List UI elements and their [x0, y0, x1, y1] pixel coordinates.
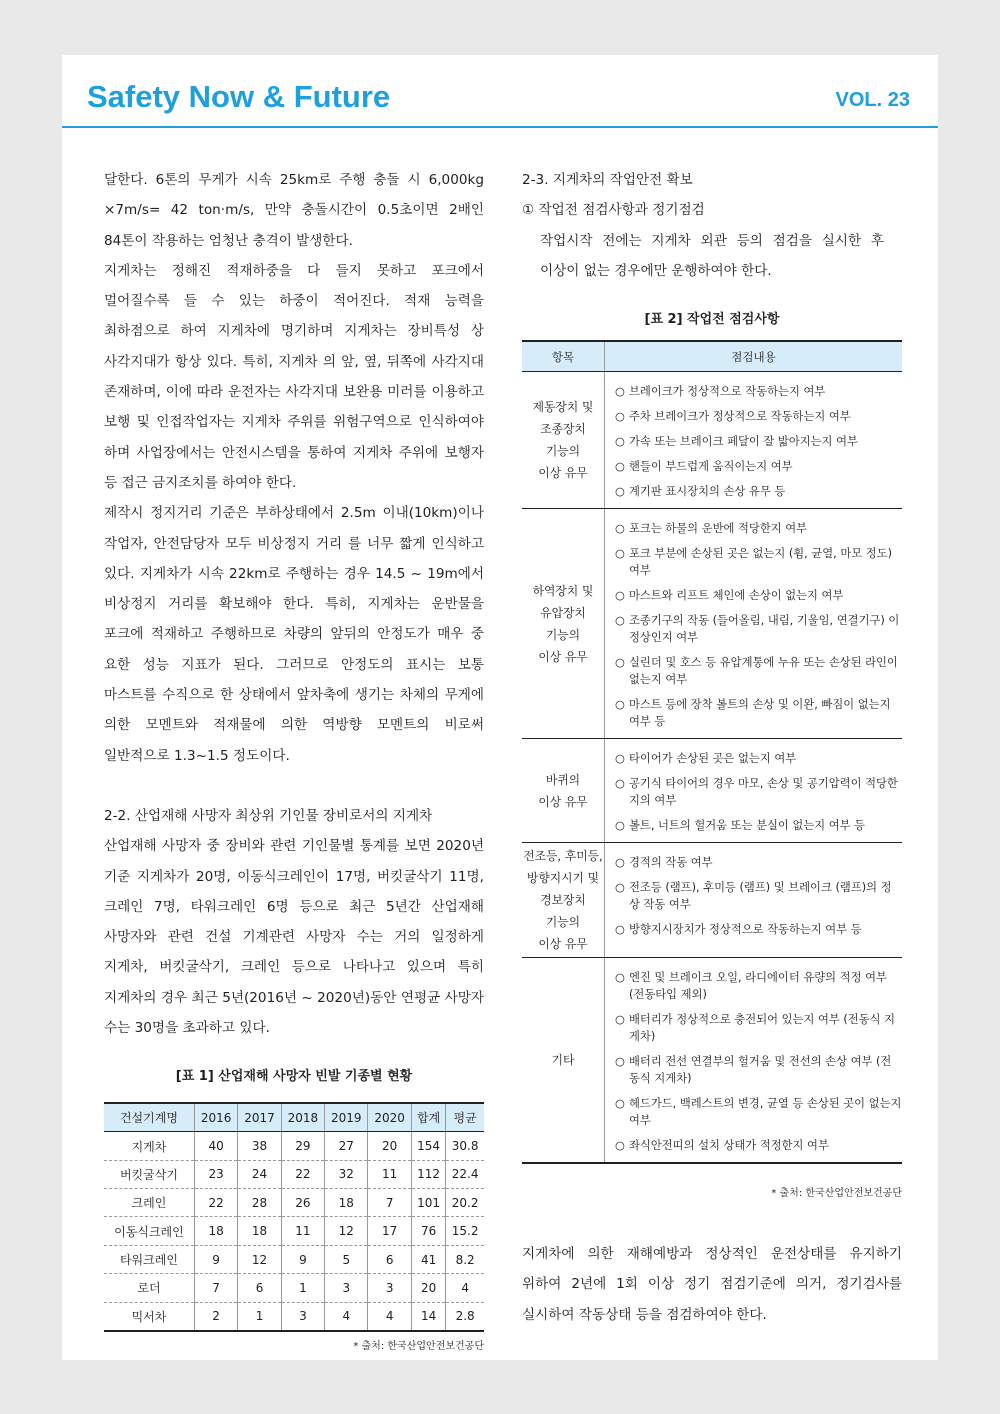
table-cell: 2.8: [446, 1302, 484, 1331]
table1-source: * 출처: 한국산업안전보건공단: [353, 1341, 484, 1353]
table-cell: 41: [411, 1245, 445, 1273]
page: [62, 55, 938, 1360]
inspection-table: [522, 340, 902, 1164]
table-cell: 18: [325, 1189, 368, 1217]
check-item-text: 헤드가드, 백레스트의 변경, 균열 등 손상된 곳이 없는지 여부: [629, 1097, 902, 1128]
table-cell: 20: [411, 1274, 445, 1302]
table-cell: 이동식크레인: [104, 1217, 194, 1245]
circle-bullet-icon: ○: [615, 547, 625, 561]
items-cell: [605, 843, 903, 958]
category-label: 제동장치 및: [532, 400, 594, 415]
items-cell: [605, 958, 903, 1164]
table-cell: 3: [325, 1274, 368, 1302]
table-cell: 112: [411, 1160, 445, 1188]
table-cell: 22: [281, 1160, 324, 1188]
circle-bullet-icon: ○: [615, 819, 625, 833]
table-cell: 12: [325, 1217, 368, 1245]
table-cell: 3: [368, 1274, 411, 1302]
category-cell: [522, 739, 605, 843]
table-cell: 28: [238, 1189, 281, 1217]
items-cell: [605, 372, 903, 509]
magazine-title: Safety Now & Future: [87, 79, 391, 114]
table-header-row: [522, 341, 902, 372]
table-cell: 4: [368, 1302, 411, 1331]
right-column: [522, 165, 902, 1330]
check-item: [615, 1095, 902, 1129]
fatality-table: [104, 1102, 484, 1332]
table-row: [104, 1274, 484, 1302]
volume-label: VOL. 23: [835, 89, 910, 111]
table-header-row: [104, 1103, 484, 1132]
check-item: [615, 879, 902, 913]
table-cell: 5: [325, 1245, 368, 1273]
check-item-text: 타이어가 손상된 곳은 없는지 여부: [629, 752, 797, 766]
table-row: [522, 958, 902, 1164]
table-header-cell: 항목: [522, 341, 605, 372]
table-row: [104, 1160, 484, 1188]
table-cell: 11: [281, 1217, 324, 1245]
table-cell: 타워크레인: [104, 1245, 194, 1273]
circle-bullet-icon: ○: [615, 589, 625, 603]
table-header-cell: 2018: [281, 1103, 324, 1132]
table-row: [104, 1302, 484, 1331]
table-cell: 7: [194, 1274, 237, 1302]
table-cell: 4: [446, 1274, 484, 1302]
circle-bullet-icon: ○: [615, 1013, 625, 1027]
table-header-cell: 합계: [411, 1103, 445, 1132]
category-cell: [522, 843, 605, 958]
table1-caption: [표 1] 산업재해 사망자 빈발 기종별 현황: [175, 1069, 413, 1085]
table-cell: 1: [281, 1274, 324, 1302]
check-item-text: 실린더 및 호스 등 유압계통에 누유 또는 손상된 라인이 없는지 여부: [629, 656, 898, 687]
table-header-cell: 2019: [325, 1103, 368, 1132]
items-cell: [605, 739, 903, 843]
circle-bullet-icon: ○: [615, 614, 625, 628]
check-item-text: 전조등 (램프), 후미등 (램프) 및 브레이크 (램프)의 정상 작동 여부: [629, 881, 892, 912]
table-cell: 17: [368, 1217, 411, 1245]
table-row: [104, 1217, 484, 1245]
table-cell: 2: [194, 1302, 237, 1331]
check-item-text: 포크 부분에 손상된 곳은 없는지 (휨, 균열, 마모 정도) 여부: [629, 547, 892, 578]
check-item: [615, 1011, 902, 1045]
check-item: [615, 483, 902, 500]
circle-bullet-icon: ○: [615, 881, 625, 895]
table-cell: 18: [194, 1217, 237, 1245]
table-cell: 로더: [104, 1274, 194, 1302]
table-cell: 22.4: [446, 1160, 484, 1188]
check-item: [615, 969, 902, 1003]
table-header-cell: 2017: [238, 1103, 281, 1132]
circle-bullet-icon: ○: [615, 410, 625, 424]
category-label: 이상 유무: [538, 466, 588, 481]
category-label: 방향지시기 및: [526, 871, 600, 886]
check-item: [615, 520, 902, 537]
category-label: 조종장치: [540, 422, 586, 437]
check-item: [615, 775, 902, 809]
table2-caption: [표 2] 작업전 점검사항: [644, 312, 780, 328]
table-cell: 12: [238, 1245, 281, 1273]
circle-bullet-icon: ○: [615, 923, 625, 937]
circle-bullet-icon: ○: [615, 698, 625, 712]
check-item-text: 마스트와 리프트 체인에 손상이 없는지 여부: [629, 589, 844, 603]
table-cell: 24: [238, 1160, 281, 1188]
table-cell: 20.2: [446, 1189, 484, 1217]
check-item: [615, 750, 902, 767]
check-item-text: 포크는 하물의 운반에 적당한지 여부: [629, 522, 808, 536]
table-cell: 30.8: [446, 1132, 484, 1160]
check-item: [615, 587, 902, 604]
circle-bullet-icon: ○: [615, 1139, 625, 1153]
table-row: [522, 372, 902, 509]
header-rule: [62, 126, 938, 128]
category-label: 기능의: [545, 627, 581, 642]
items-cell: [605, 509, 903, 739]
check-item-text: 브레이크가 정상적으로 작동하는지 여부: [629, 385, 826, 399]
circle-bullet-icon: ○: [615, 656, 625, 670]
table-cell: 4: [325, 1302, 368, 1331]
category-label: 기타: [551, 1053, 575, 1068]
table-cell: 38: [238, 1132, 281, 1160]
table-cell: 101: [411, 1189, 445, 1217]
table-cell: 9: [194, 1245, 237, 1273]
table-header-cell: 점검내용: [605, 341, 903, 372]
table-cell: 18: [238, 1217, 281, 1245]
table-cell: 40: [194, 1132, 237, 1160]
table-header-cell: 건설기계명: [104, 1103, 194, 1132]
table-row: [522, 739, 902, 843]
table-header-cell: 2016: [194, 1103, 237, 1132]
category-label: 하역장치 및: [532, 583, 594, 598]
section-heading: 2-2. 산업재해 사망자 최상위 기인물 장비로서의 지게차: [104, 807, 433, 824]
table-row: [104, 1189, 484, 1217]
category-label: 기능의: [545, 444, 581, 459]
category-label: 바퀴의: [545, 772, 581, 787]
table-cell: 20: [368, 1132, 411, 1160]
check-item-text: 핸들이 부드럽게 움직이는지 여부: [629, 460, 793, 474]
circle-bullet-icon: ○: [615, 385, 625, 399]
table-cell: 27: [325, 1132, 368, 1160]
category-label: 기능의: [545, 915, 581, 930]
circle-bullet-icon: ○: [615, 777, 625, 791]
closing-paragraph: 지게차에 의한 재해예방과 정상적인 운전상태를 유지하기 위하여 2년에 1회 이상 정기 점검기준에 의거, 정기검사를 실시하여 작동상태 등을 점검하여야 한다.: [522, 1246, 902, 1323]
table-header-cell: 평균: [446, 1103, 484, 1132]
check-item: [615, 854, 902, 871]
check-item: [615, 612, 902, 646]
check-item-text: 배터리 전선 연결부의 헐거움 및 전선의 손상 여부 (전동식 지게차): [629, 1055, 892, 1086]
table-row: [522, 843, 902, 958]
category-label: 이상 유무: [538, 649, 588, 664]
table-cell: 14: [411, 1302, 445, 1331]
check-item-text: 배터리가 정상적으로 충전되어 있는지 여부 (전동식 지게차): [629, 1013, 896, 1044]
circle-bullet-icon: ○: [615, 856, 625, 870]
check-item-text: 경적의 작동 여부: [629, 856, 713, 870]
table-row: [104, 1132, 484, 1160]
table-cell: 23: [194, 1160, 237, 1188]
table-cell: 지게차: [104, 1132, 194, 1160]
table-cell: 3: [281, 1302, 324, 1331]
table-cell: 29: [281, 1132, 324, 1160]
check-item: [615, 1137, 902, 1154]
circle-bullet-icon: ○: [615, 752, 625, 766]
check-item: [615, 545, 902, 579]
table-cell: 7: [368, 1189, 411, 1217]
table-cell: 9: [281, 1245, 324, 1273]
check-item-text: 엔진 및 브레이크 오일, 라디에이터 유량의 적정 여부 (전동타입 제외): [629, 971, 887, 1002]
check-item: [615, 696, 902, 730]
check-item: [615, 1053, 902, 1087]
body-paragraph: 지게차는 정해진 적재하중을 다 들지 못하고 포크에서 멀어질수록 들 수 있는 하중이 적어진다. 적재 능력을 최하점으로 하여 지게차에 명기하며 지게차는 장비특성 상 사각지대가 항상 있다. 특히, 지게차 의 앞, 옆, 뒤쪽에 사각지대 존재하며, 이에 따라 운전자는 사각지대 보완용 미러를 이용하고 보행 및 인접작업자는 지게차 주위를 위험구역으로 인식하여야 하며 사업장에서는 안전시스템을 통하여 지게차 주위에 보행자 등 접근 금지조치를 하여야 한다.: [104, 262, 484, 491]
check-item-text: 계기판 표시장치의 손상 유무 등: [629, 485, 786, 499]
check-item-text: 볼트, 너트의 헐거움 또는 분실이 없는지 여부 등: [629, 819, 866, 833]
check-item: [615, 921, 902, 938]
table-row: [104, 1245, 484, 1273]
table-cell: 76: [411, 1217, 445, 1245]
check-item: [615, 408, 902, 425]
table-cell: 26: [281, 1189, 324, 1217]
check-item: [615, 817, 902, 834]
table-cell: 11: [368, 1160, 411, 1188]
check-item: [615, 654, 902, 688]
check-item-text: 조종기구의 작동 (들어올림, 내림, 기울임, 연결기구) 이 정상인지 여부: [629, 614, 900, 645]
table-cell: 32: [325, 1160, 368, 1188]
table-cell: 15.2: [446, 1217, 484, 1245]
circle-bullet-icon: ○: [615, 971, 625, 985]
check-item: [615, 458, 902, 475]
body-paragraph: 제작시 정지거리 기준은 부하상태에서 2.5m 이내(10km)이나 작업자, 안전담당자 모두 비상정지 거리 를 너무 짧게 인식하고 있다. 지게차가 시속 22km로 주행하는 경우 14.5 ~ 19m에서 비상정지 거리를 확보해야 한다. 특히, 지게차는 운반물을 포크에 적재하고 주행하므로 차량의 앞뒤의 안정도가 매우 중 요한 성능 지표가 된다. 그러므로 안정도의 표시는 보통 마스트를 수직으로 한 상태에서 앞차축에 생기는 차체의 무게에 의한 모멘트와 적재물에 의한 역방향 모멘트의 비로써 일반적으로 1.3~1.5 정도이다.: [104, 505, 484, 764]
table-cell: 1: [238, 1302, 281, 1331]
table-header-cell: 2020: [368, 1103, 411, 1132]
check-item-text: 좌식안전띠의 설치 상태가 적정한지 여부: [629, 1139, 829, 1153]
table-cell: 154: [411, 1132, 445, 1160]
section-heading: 2-3. 지게차의 작업안전 확보: [522, 172, 693, 188]
circle-bullet-icon: ○: [615, 485, 625, 499]
check-item-text: 주차 브레이크가 정상적으로 작동하는지 여부: [629, 410, 851, 424]
table-cell: 22: [194, 1189, 237, 1217]
check-item-text: 마스트 등에 장착 볼트의 손상 및 이완, 빠짐이 없는지 여부 등: [629, 698, 891, 729]
category-cell: [522, 509, 605, 739]
category-cell: [522, 958, 605, 1164]
check-item-text: 방향지시장치가 정상적으로 작동하는지 여부 등: [629, 923, 862, 937]
category-label: 이상 유무: [538, 937, 588, 952]
check-item: [615, 383, 902, 400]
circle-bullet-icon: ○: [615, 1055, 625, 1069]
intro-paragraph: 작업시작 전에는 지게차 외관 등의 점검을 실시한 후 이상이 없는 경우에만 운행하여야 한다.: [540, 232, 884, 279]
table2-source: * 출처: 한국산업안전보건공단: [771, 1188, 902, 1200]
table-cell: 크레인: [104, 1189, 194, 1217]
category-label: 이상 유무: [538, 794, 588, 809]
check-item: [615, 433, 902, 450]
body-paragraph: 산업재해 사망자 중 장비와 관련 기인물별 통계를 보면 2020년 기준 지게차가 20명, 이동식크레인이 17명, 버킷굴삭기 11명, 크레인 7명, 타워크레인 6명 등으로 최근 5년간 산업재해 사망자와 관련 건설 기계관련 사망자 수는 거의 일정하게 지게차, 버킷굴삭기, 크레인 등으로 나타나고 있으며 특히 지게차의 경우 최근 5년(2016년 ~ 2020년)동안 연평균 사망자 수는 30명을 초과하고 있다.: [104, 838, 484, 1037]
category-label: 경보장치: [540, 893, 586, 908]
table-cell: 6: [238, 1274, 281, 1302]
category-label: 전조등, 후미등,: [523, 849, 603, 864]
table-cell: 6: [368, 1245, 411, 1273]
sub-heading: ① 작업전 점검사항과 정기점검: [522, 202, 705, 219]
check-item-text: 공기식 타이어의 경우 마모, 손상 및 공기압력이 적당한지의 여부: [629, 777, 898, 808]
check-item-text: 가속 또는 브레이크 페달이 잘 밟아지는지 여부: [629, 435, 858, 449]
circle-bullet-icon: ○: [615, 435, 625, 449]
category-cell: [522, 372, 605, 509]
category-label: 유압장치: [540, 605, 586, 620]
circle-bullet-icon: ○: [615, 522, 625, 536]
circle-bullet-icon: ○: [615, 460, 625, 474]
circle-bullet-icon: ○: [615, 1097, 625, 1111]
left-column: [104, 165, 484, 1352]
table-cell: 믹서차: [104, 1302, 194, 1331]
table-row: [522, 509, 902, 739]
table-cell: 8.2: [446, 1245, 484, 1273]
body-paragraph: 달한다. 6톤의 무게가 시속 25km로 주행 충돌 시 6,000kg ×7m/s= 42 ton·m/s, 만약 충돌시간이 0.5초이면 2배인 84톤이 작용하는 엄청난 충격이 발생한다.: [104, 172, 484, 249]
table-cell: 버킷굴삭기: [104, 1160, 194, 1188]
